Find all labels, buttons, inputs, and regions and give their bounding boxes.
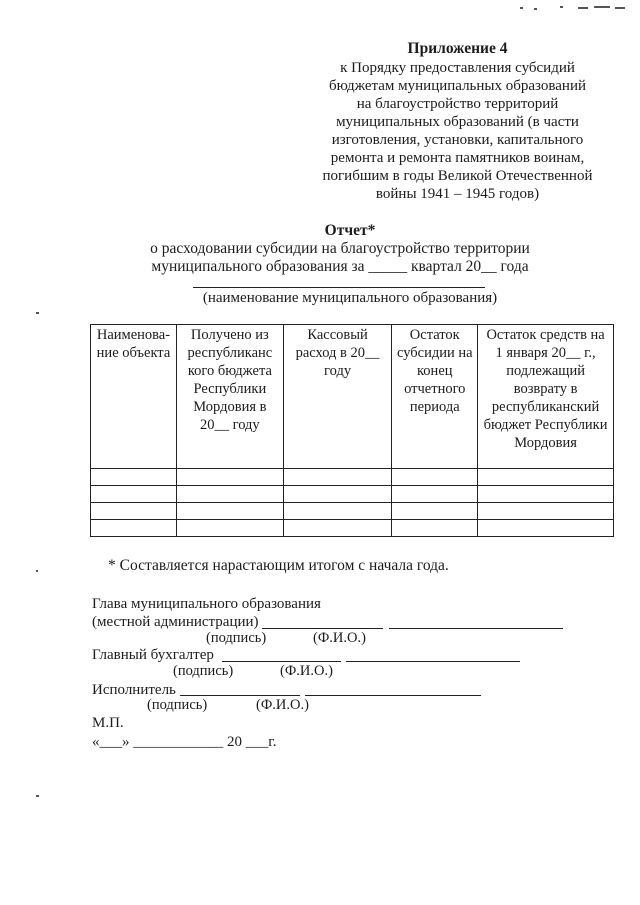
executor-name-line[interactable]	[305, 695, 481, 696]
scan-speck	[36, 570, 38, 572]
table-cell[interactable]	[176, 486, 283, 503]
date-line	[92, 733, 276, 751]
appendix-line: погибшим в годы Великой Отечественной	[322, 168, 593, 184]
scan-noise	[520, 4, 630, 12]
table-cell[interactable]	[283, 469, 392, 486]
table-cell[interactable]	[392, 486, 478, 503]
table-cell[interactable]	[478, 486, 614, 503]
report-title: Отчет*	[324, 222, 376, 239]
appendix-line: изготовления, установки, капитального	[331, 132, 584, 148]
appendix-line: муниципальных образований (в части	[336, 114, 579, 130]
table-header-row	[91, 325, 614, 469]
head-sign-caption: (подпись)	[206, 630, 267, 646]
appendix-line: к Порядку предоставления субсидий	[340, 60, 575, 76]
date-quote-open: «	[92, 734, 100, 750]
report-title-block	[0, 222, 640, 276]
table-cell[interactable]	[478, 469, 614, 486]
appendix-block	[250, 40, 595, 203]
report-table	[90, 324, 614, 537]
date-quote-close: »	[122, 734, 130, 750]
table-cell[interactable]	[392, 469, 478, 486]
appendix-line: на благоустройство территорий	[356, 96, 559, 112]
appendix-heading: Приложение 4	[407, 40, 508, 57]
executor-name-caption: (Ф.И.О.)	[256, 697, 309, 713]
accountant-sign-caption: (подпись)	[173, 663, 234, 679]
municipality-caption: (наименование муниципального образования)	[202, 290, 498, 306]
table-cell[interactable]	[176, 503, 283, 520]
date-year-blank[interactable]: ___	[245, 734, 269, 750]
table-cell[interactable]	[478, 520, 614, 537]
table-row	[91, 520, 614, 537]
table-row	[91, 469, 614, 486]
head-name-caption: (Ф.И.О.)	[313, 630, 366, 646]
stamp-label: М.П.	[92, 715, 124, 731]
table-cell[interactable]	[91, 486, 177, 503]
table-cell[interactable]	[91, 503, 177, 520]
head-name-line[interactable]	[389, 628, 563, 629]
head-label-line1: Глава муниципального образования	[92, 596, 321, 612]
table-cell[interactable]	[91, 469, 177, 486]
column-header-subsidy-balance: Остаток субсидии на конец отчетного периода	[392, 325, 478, 469]
report-subtitle-line: муниципального образования за _____ квартал 20__ года	[151, 258, 529, 275]
municipality-name-line	[193, 287, 485, 288]
table-cell[interactable]	[283, 520, 392, 537]
appendix-line: войны 1941 – 1945 годов)	[375, 186, 540, 202]
column-header-received: Получено из республиканс кого бюджета Республики Мордовия в 20__ году	[176, 325, 283, 469]
date-year-suffix: г.	[268, 734, 277, 750]
table-cell[interactable]	[176, 520, 283, 537]
report-subtitle-line: о расходовании субсидии на благоустройство территории	[150, 240, 530, 257]
executor-label: Исполнитель	[92, 682, 176, 698]
scan-speck	[36, 795, 39, 797]
accountant-name-line[interactable]	[346, 661, 520, 662]
table-row	[91, 503, 614, 520]
column-header-refund-balance: Остаток средств на 1 января 20__ г., подлежащий возврату в республиканский бюджет Республики Мордовия	[478, 325, 614, 469]
table-cell[interactable]	[392, 503, 478, 520]
head-label-line2: (местной администрации)	[92, 614, 259, 630]
table-cell[interactable]	[283, 486, 392, 503]
table-cell[interactable]	[91, 520, 177, 537]
table-cell[interactable]	[283, 503, 392, 520]
scan-speck	[36, 312, 39, 314]
column-header-object-name: Наименова-ние объекта	[91, 325, 177, 469]
date-month-blank[interactable]: ____________	[133, 734, 224, 750]
date-year-prefix: 20	[227, 734, 242, 750]
table-cell[interactable]	[176, 469, 283, 486]
table-cell[interactable]	[392, 520, 478, 537]
executor-sign-caption: (подпись)	[147, 697, 208, 713]
accountant-label: Главный бухгалтер	[92, 647, 214, 663]
table-cell[interactable]	[478, 503, 614, 520]
accountant-name-caption: (Ф.И.О.)	[280, 663, 333, 679]
date-day-blank[interactable]: ___	[99, 734, 122, 750]
appendix-line: ремонта и ремонта памятников воинам,	[330, 150, 585, 166]
appendix-line: бюджетам муниципальных образований	[328, 78, 587, 94]
column-header-cash-expense: Кассовый расход в 20__ году	[283, 325, 392, 469]
table-row	[91, 486, 614, 503]
footnote: * Составляется нарастающим итогом с начала года.	[108, 557, 449, 574]
